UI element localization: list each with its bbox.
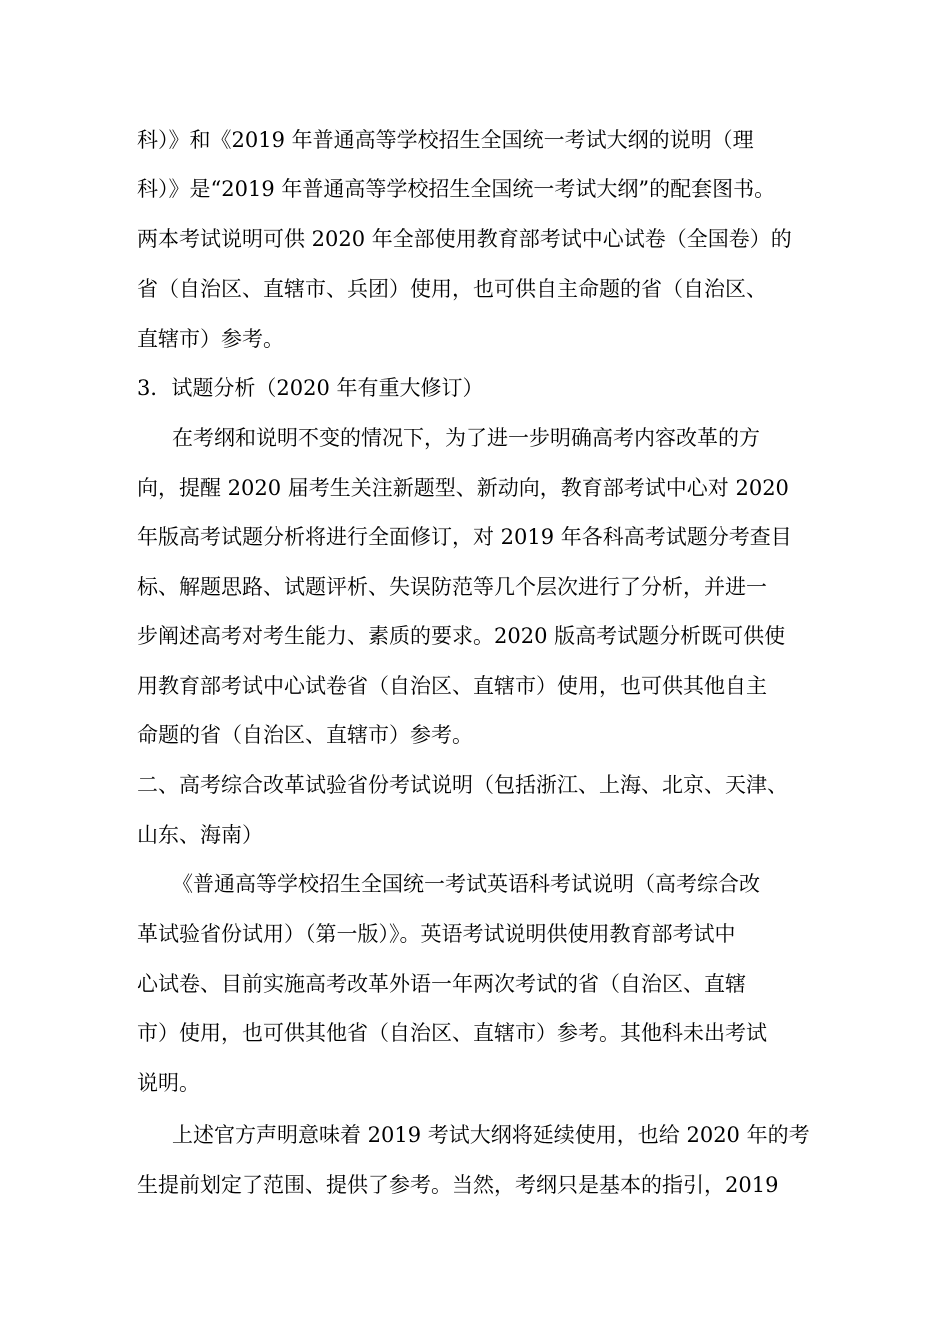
text-line: 市）使用，也可供其他省（自治区、直辖市）参考。其他科未出考试 — [137, 1021, 767, 1045]
text-line: 年版高考试题分析将进行全面修订，对 2019 年各科高考试题分考查目 — [137, 525, 792, 549]
text-line: 标、解题思路、试题评析、失误防范等几个层次进行了分析，并进一 — [137, 575, 767, 599]
text-line: 两本考试说明可供 2020 年全部使用教育部考试中心试卷（全国卷）的 — [137, 227, 792, 251]
text-line: 在考纲和说明不变的情况下，为了进一步明确高考内容改革的方 — [172, 426, 760, 450]
text-line: 向，提醒 2020 届考生关注新题型、新动向，教育部考试中心对 2020 — [137, 476, 789, 500]
text-line: 《普通高等学校招生全国统一考试英语科考试说明（高考综合改 — [172, 872, 760, 896]
text-line: 科）》和《2019 年普通高等学校招生全国统一考试大纲的说明（理 — [137, 128, 754, 152]
text-line: 科）》是“2019 年普通高等学校招生全国统一考试大纲”的配套图书。 — [137, 177, 776, 201]
text-line: 山东、海南） — [137, 823, 263, 847]
text-line: 用教育部考试中心试卷省（自治区、直辖市）使用，也可供其他自主 — [137, 674, 767, 698]
text-line: 心试卷、目前实施高考改革外语一年两次考试的省（自治区、直辖 — [137, 972, 746, 996]
text-line: 省（自治区、直辖市、兵团）使用，也可供自主命题的省（自治区、 — [137, 277, 767, 301]
text-line: 上述官方声明意味着 2019 考试大纲将延续使用，也给 2020 年的考 — [172, 1123, 810, 1147]
text-line: 革试验省份试用）（第一版）》。英语考试说明供使用教育部考试中 — [137, 922, 736, 946]
text-line: 命题的省（自治区、直辖市）参考。 — [137, 723, 473, 747]
section-heading: 二、高考综合改革试验省份考试说明（包括浙江、上海、北京、天津、 — [137, 773, 788, 797]
section-heading: 3．试题分析（2020 年有重大修订） — [137, 376, 484, 400]
text-line: 生提前划定了范围、提供了参考。当然，考纲只是基本的指引，2019 — [137, 1173, 779, 1197]
text-line: 直辖市）参考。 — [137, 327, 284, 351]
text-line: 说明。 — [137, 1071, 200, 1095]
text-line: 步阐述高考对考生能力、素质的要求。2020 版高考试题分析既可供使 — [137, 624, 786, 648]
